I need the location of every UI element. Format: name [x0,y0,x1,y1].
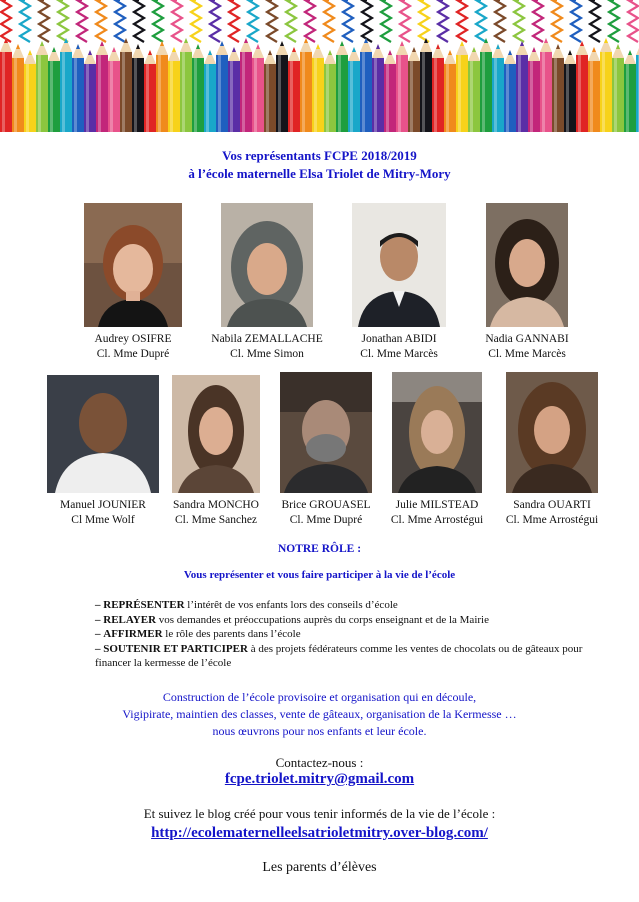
email-link[interactable]: fcpe.triolet.mitry@gmail.com [224,771,415,787]
role-keyword: REPRÉSENTER [103,599,185,611]
pencil-squiggle [115,0,125,42]
pencil-icon [312,44,324,132]
pencil-squiggle [533,0,543,42]
pencil-squiggle [77,0,87,42]
pencil-icon [240,38,252,132]
list-item [95,598,605,613]
pencil-squiggle [514,0,524,42]
title-line-2: à l’école maternelle Elsa Triolet de Mitry-Mory [188,166,451,181]
pencil-squiggle [20,0,30,42]
pencil-icon [468,47,480,132]
pencil-icon [12,44,24,132]
list-dash: – [95,613,101,626]
pencil-icon [420,38,432,132]
pencil-squiggle [457,0,467,42]
representative-name: Sandra OUARTI [513,499,591,511]
representative-name: Brice GROUASEL [281,499,371,511]
pencil-squiggle [96,0,106,42]
representative-class: Cl. Mme Marcès [488,348,566,360]
pencil-squiggle [172,0,182,42]
pencil-squiggle [229,0,239,42]
pencil-squiggle [476,0,486,42]
pencil-icon [564,50,576,132]
pencil-icon [60,38,72,132]
pencil-icon [624,50,636,132]
pencil-squiggle [305,0,315,42]
pencil-icon [0,38,12,132]
representative-photo [352,203,446,327]
pencil-icon [612,44,624,132]
role-keyword: AFFIRMER [103,628,163,640]
pencil-icon [600,38,612,132]
list-dash: – [95,642,101,655]
pencil-icon [336,41,348,132]
blog-link[interactable]: http://ecolematernelleelsatrioletmitry.over-blog.com/ [151,825,488,841]
representative-card [44,375,162,528]
pencil-squiggle [419,0,429,42]
pencil-squiggle [191,0,201,42]
representative-card [73,203,193,362]
pencil-icon [348,47,360,132]
representative-photo [221,203,313,327]
pencil-icon [408,47,420,132]
pencil-icon [108,47,120,132]
pencil-squiggle [153,0,163,42]
representative-card [468,203,586,362]
pencil-squiggle [58,0,68,42]
pencil-icon [456,41,468,132]
pencil-icon [144,50,156,132]
representative-card [163,375,269,528]
pencil-icon [588,47,600,132]
pencil-icon [48,47,60,132]
role-keyword: SOUTENIR ET PARTICIPER [103,642,248,655]
list-dash: – [95,599,101,611]
pencil-squiggle [628,0,638,42]
pencil-icon [24,50,36,132]
construction-paragraph [0,689,639,740]
representative-card [379,372,495,528]
pencil-icon [192,44,204,132]
pencil-squiggle [571,0,581,42]
role-text: le rôle des parents dans l’école [162,628,301,640]
representative-class: Cl. Mme Dupré [289,514,363,526]
representative-name: Jonathan ABIDI [361,333,437,345]
pencil-icon [384,50,396,132]
representative-name: Nabila ZEMALLACHE [211,333,323,345]
pencil-icon [492,44,504,132]
pencil-icon [552,44,564,132]
representative-class: Cl. Mme Simon [230,348,304,360]
pencil-icon [96,41,108,132]
pencil-squiggle [324,0,334,42]
signature: Les parents d’élèves [262,860,377,875]
contact-email [0,771,639,788]
pencil-icon [324,50,336,132]
pencil-icon [204,50,216,132]
blog-label: Et suivez le blog créé pour vous tenir informés de la vie de l’école : [143,806,496,821]
representative-class: Cl. Mme Arrostégui [505,514,599,526]
pencil-icon [540,38,552,132]
pencil-squiggle [210,0,220,42]
pencil-icon [168,47,180,132]
representative-class: Cl. Mme Sanchez [174,514,258,526]
pencil-icon [432,44,444,132]
representative-photo [47,375,159,493]
pencil-icon [120,38,132,132]
pencil-squiggle [609,0,619,42]
list-item [95,642,605,671]
pencil-squiggle [248,0,258,42]
pencil-icon [528,47,540,132]
role-text: vos demandes et préoccupations auprès du corps enseignant et de la Mairie [156,613,489,626]
pencil-squiggle [267,0,277,42]
representative-name: Audrey OSIFRE [94,333,172,345]
pencil-icon [396,41,408,132]
contact-label: Contactez-nous : [275,755,364,770]
pencil-icon [84,50,96,132]
colored-pencils-banner [0,0,639,132]
representative-name: Manuel JOUNIER [60,499,146,511]
list-dash: – [95,628,101,640]
pencil-squiggle [134,0,144,42]
pencil-icon [72,44,84,132]
pencil-squiggle [1,0,11,42]
pencil-icon [36,41,48,132]
page-title [0,147,639,183]
construction-line-1: Construction de l’école provisoire et organisation qui en découle, [162,690,477,704]
pencil-squiggle [495,0,505,42]
representative-name: Sandra MONCHO [173,499,259,511]
pencil-icon [228,47,240,132]
pencil-icon [576,41,588,132]
pencil-icon [444,50,456,132]
pencil-icon [372,44,384,132]
role-list [95,598,605,671]
representative-class: Cl. Mme Arrostégui [390,514,484,526]
pencil-squiggle [552,0,562,42]
representative-class: Cl Mme Wolf [71,514,135,526]
representative-class: Cl. Mme Dupré [96,348,170,360]
pencil-squiggle [362,0,372,42]
representative-name: Julie MILSTEAD [395,499,479,511]
pencil-icon [276,41,288,132]
pencil-icon [288,47,300,132]
representative-photo [84,203,182,327]
representative-photo [172,375,260,493]
representative-name: Nadia GANNABI [485,333,569,345]
pencil-icon [480,38,492,132]
pencil-icon [300,38,312,132]
representative-card [343,203,455,362]
pencil-icon [180,38,192,132]
representative-card [274,372,378,528]
title-line-1: Vos représentants FCPE 2018/2019 [222,148,417,163]
pencil-icon [132,44,144,132]
role-text: à des projets fédérateurs comme les ventes de chocolats ou de gâteaux pour financer la kermesse de l’école [95,642,583,669]
representative-card [196,203,338,362]
role-keyword: RELAYER [103,613,157,626]
construction-line-2: Vigipirate, maintien des classes, vente de gâteaux, organisation de la Kermesse … [122,707,517,721]
pencil-squiggle [590,0,600,42]
construction-line-3: nous œuvrons pour nos enfants et leur école. [212,724,427,738]
representative-photo [506,372,598,493]
pencil-squiggle [39,0,49,42]
pencil-icon [264,50,276,132]
pencil-squiggle [286,0,296,42]
pencil-icon [252,44,264,132]
pencil-icon [216,41,228,132]
role-subheading: Vous représenter et vous faire participer à la vie de l’école [183,569,456,581]
representative-photo [486,203,568,327]
representative-photo [280,372,372,493]
list-item [95,627,605,642]
pencil-squiggle [381,0,391,42]
representative-class: Cl. Mme Marcès [360,348,438,360]
role-text: l’intérêt de vos enfants lors des conseils d’école [184,599,398,611]
blog-url [0,825,639,842]
pencil-squiggle [438,0,448,42]
pencil-icon [504,50,516,132]
pencil-squiggle [343,0,353,42]
representative-photo [392,372,482,493]
pencil-squiggle [400,0,410,42]
role-heading: NOTRE RÔLE : [277,543,362,555]
pencil-icon [516,41,528,132]
representative-card [493,372,611,528]
pencil-icon [156,41,168,132]
list-item [95,613,605,628]
pencil-icon [360,38,372,132]
